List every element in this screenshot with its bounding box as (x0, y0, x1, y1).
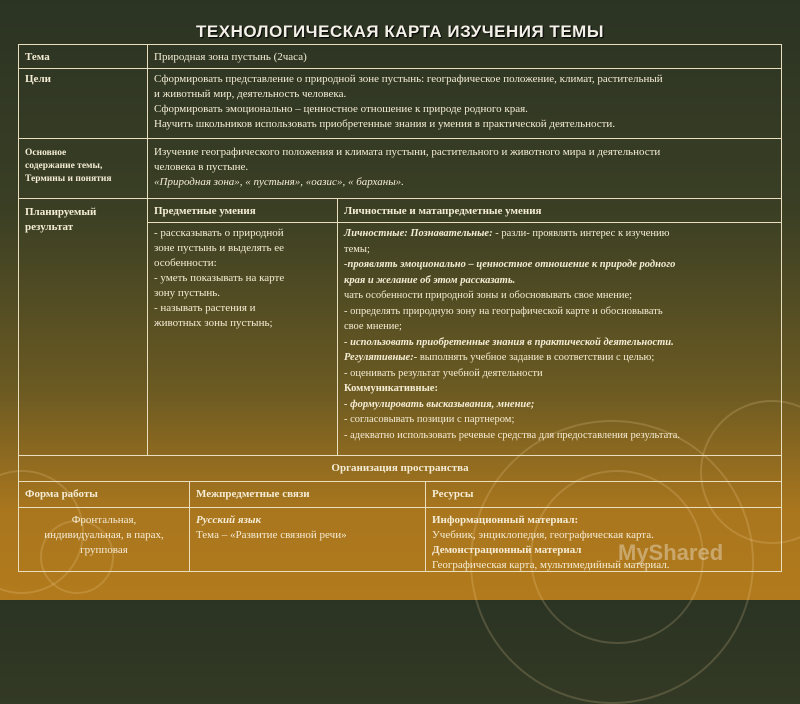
row-organization (19, 456, 781, 482)
watermark: MyShared (618, 540, 724, 565)
row-topic (19, 45, 781, 69)
organization-header: Организация пространства (331, 462, 469, 474)
content-line: Изучение географического положения и климата пустыни, растительного и животного мира и деятельности (154, 146, 661, 158)
topic-value: Природная зона пустынь (2часа) (147, 45, 781, 68)
row-work-headers (19, 482, 781, 508)
work-form: Фронтальная, индивидуальная, в парах, групповая (44, 514, 164, 556)
resources-header: Ресурсы (425, 482, 781, 507)
row-goals (19, 69, 781, 139)
tech-map-table (18, 44, 782, 572)
goals-line: Научить школьников использовать приобретенные знания и умения в практической деятельности. (154, 118, 616, 130)
goals-label: Цели (25, 73, 51, 85)
row-result (19, 199, 781, 456)
content-line: человека в пустыне. (154, 161, 249, 173)
goals-line: Сформировать эмоционально – ценностное отношение к природе родного края. (154, 103, 528, 115)
content-terms: «Природная зона», « пустыня», «оазис», « барханы». (154, 176, 404, 188)
personal-skills-header: Личностные и матапредметные умения (337, 199, 781, 223)
goals-line: и животный мир, деятельность человека. (154, 88, 347, 100)
result-label: Планируемый результат (25, 206, 97, 233)
work-form-header: Форма работы (25, 488, 98, 500)
personal-skills: Личностные: Познавательные: - разли- проявлять интерес к изучению темы; -проявлять эмоционально – ценностное отношение к природе родного края и желание об этом рассказать. чать особенности природной зоны и обосновывать свое мнение; - определять природную зону на географической карте и обосновывать свое мнение; - использовать приобретенные знания в практической деятельности. Регулятивные:- выполнять учебное задание в соответствии с целью; - оценивать результат учебной деятельности Коммуникативные: - формулировать высказывания, мнение; - согласовывать позиции с партнером; - адекватно использовать речевые средства для предоставления результата. (337, 223, 781, 455)
topic-label: Тема (25, 51, 50, 63)
goals-text (147, 69, 781, 138)
goals-line: Сформировать представление о природной зоне пустынь: географическое положение, климат, растительный (154, 73, 663, 85)
subject-skills-header: Предметные умения (147, 199, 337, 223)
resources: Информационный материал: Учебник, энциклопедия, географическая карта. Демонстрационный материал Географическая карта, мультимедийный материал. (425, 508, 781, 571)
interdisciplinary-links: Русский язык Тема – «Развитие связной речи» (189, 508, 425, 571)
interdisciplinary-header: Межпредметные связи (189, 482, 425, 507)
content-text (147, 139, 781, 198)
content-label: Основное содержание темы, Термины и понятия (25, 148, 112, 184)
row-content (19, 139, 781, 199)
page-title: ТЕХНОЛОГИЧЕСКАЯ КАРТА ИЗУЧЕНИЯ ТЕМЫ (196, 22, 604, 41)
subject-skills: - рассказывать о природной зоне пустынь и выделять ее особенности: - уметь показывать на карте зону пустынь. - называть растения и животных зоны пустынь; (147, 223, 337, 455)
